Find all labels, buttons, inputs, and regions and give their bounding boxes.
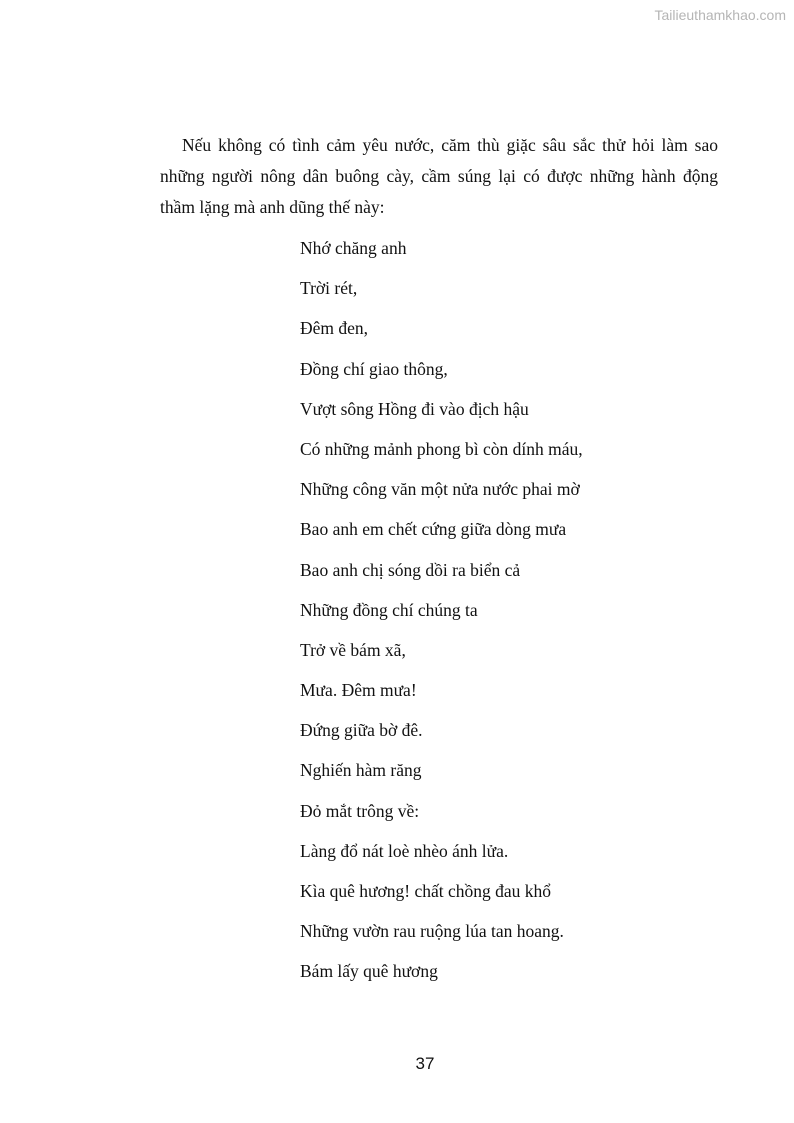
- poem: [300, 234, 583, 998]
- poem-line: Những công văn một nửa nước phai mờ: [300, 479, 580, 500]
- poem-line: Đêm đen,: [300, 318, 369, 339]
- watermark: Tailieuthamkhao.com: [654, 7, 786, 23]
- poem-line: Bám lấy quê hương: [300, 961, 438, 982]
- poem-line: Những đồng chí chúng ta: [300, 599, 478, 620]
- poem-line: Bao anh chị sóng dồi ra biển cả: [300, 559, 521, 580]
- poem-line: Có những mảnh phong bì còn dính máu,: [300, 438, 583, 459]
- poem-line: Những vườn rau ruộng lúa tan hoang.: [300, 921, 564, 942]
- poem-line: Đứng giữa bờ đê.: [300, 720, 423, 741]
- poem-line: Vượt sông Hồng đi vào địch hậu: [300, 398, 529, 419]
- poem-line: Làng đổ nát loè nhèo ánh lửa.: [300, 840, 509, 861]
- poem-line: Nhớ chăng anh: [300, 238, 407, 258]
- poem-line: Kìa quê hương! chất chồng đau khổ: [300, 881, 552, 901]
- poem-line: Đỏ mắt trông về:: [300, 800, 420, 821]
- intro-paragraph: Nếu không có tình cảm yêu nước, căm thù giặc sâu sắc thử hỏi làm sao những người nông dân buông cày, cầm súng lại có được những hành động thầm lặng mà anh dũng thế này:: [160, 135, 718, 217]
- page-number: 37: [415, 1054, 435, 1073]
- poem-line: Mưa. Đêm mưa!: [300, 680, 417, 701]
- poem-line: Đồng chí giao thông,: [300, 358, 448, 379]
- poem-line: Trời rét,: [300, 278, 358, 299]
- poem-line: Trở về bám xã,: [300, 639, 406, 660]
- poem-line: Nghiến hàm răng: [300, 760, 422, 781]
- poem-line: Bao anh em chết cứng giữa dòng mưa: [300, 519, 567, 540]
